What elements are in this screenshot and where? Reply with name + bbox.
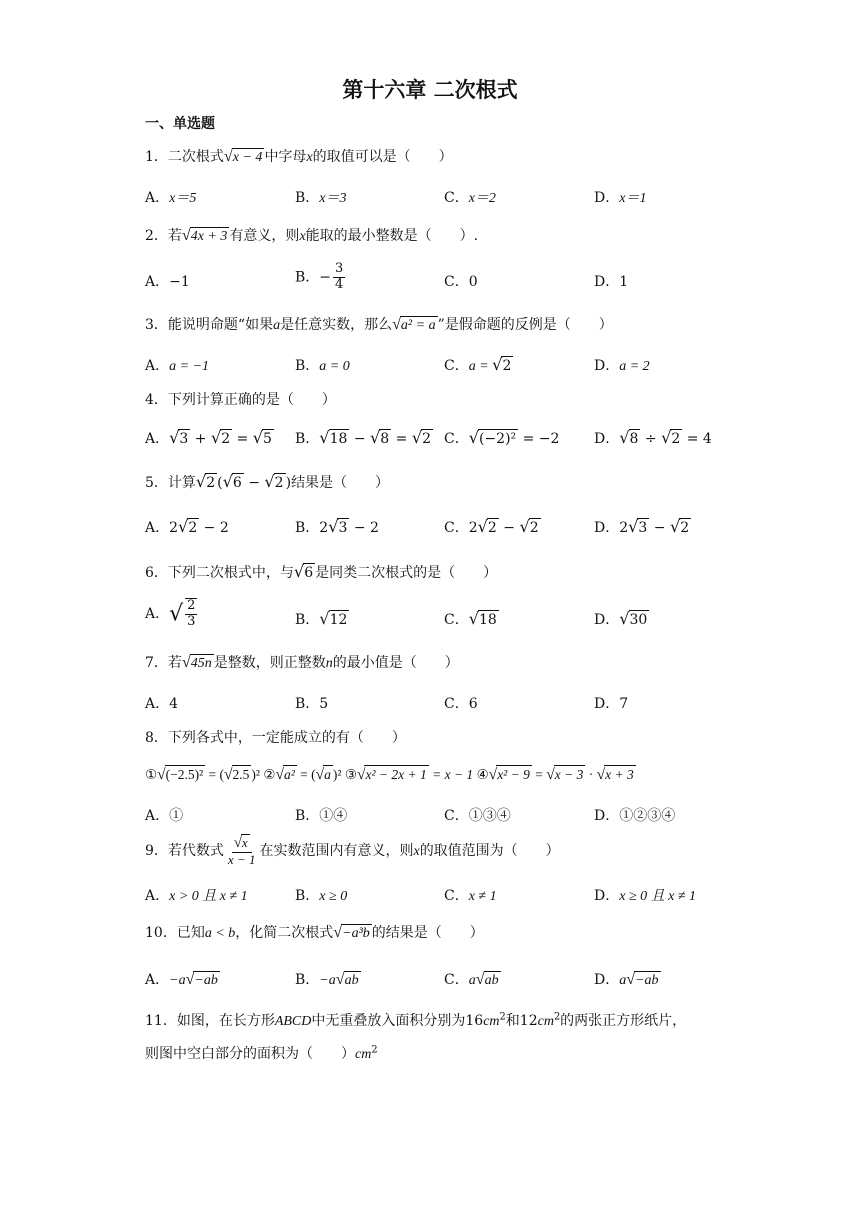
question-1: 1．二次根式√x − 4 中字母x的取值可以是（ ） <box>145 148 453 165</box>
q7-option-b[interactable]: B．5 <box>295 696 329 712</box>
q5-option-d[interactable]: D．2√3 − √2 <box>594 517 690 536</box>
q4-option-d[interactable]: D．√8 ÷ √2 = 4 <box>594 428 712 447</box>
q8-option-d[interactable]: D．①②③④ <box>594 808 676 824</box>
q7-option-d[interactable]: D．7 <box>594 696 629 712</box>
q3-option-c[interactable]: C．a = √2 <box>444 355 512 374</box>
q2-option-d[interactable]: D．1 <box>594 274 629 290</box>
question-6: 6．下列二次根式中，与√6 是同类二次根式的是（ ） <box>145 562 498 581</box>
question-11-line-2: 则图中空白部分的面积为（ ）$cm^2$ <box>145 1044 378 1062</box>
question-9: 9．若代数式 $\frac{√x}{x - 1}$ 在实数范围内有意义，则x的取值范围为（ ） <box>145 835 560 868</box>
q5-option-b[interactable]: B．2√3 − 2 <box>295 517 379 536</box>
q5-option-a[interactable]: A．2√2 − 2 <box>145 517 229 536</box>
question-11: 11．如图，在长方形ABCD中无重叠放入面积分别为$16cm^2$和$12cm^2$的两张正方形纸片， <box>145 1011 687 1029</box>
q10-option-c[interactable]: C．a√ab <box>444 971 499 988</box>
q6-option-a[interactable]: A．√ $\frac{2}{3}$ <box>145 598 196 629</box>
q9-option-a[interactable]: A．x > 0 且 x ≠ 1 <box>145 888 248 904</box>
q5-option-c[interactable]: C．2√2 − √2 <box>444 517 539 536</box>
q1-option-b[interactable]: B．x＝3 <box>295 190 347 206</box>
question-10: 10．已知a < b，化简二次根式√−a³b 的结果是（ ） <box>145 924 484 941</box>
q4-option-a[interactable]: A．√3 + √2 = √5 <box>145 428 272 447</box>
q4-option-c[interactable]: C．√(−2)² = −2 <box>444 428 560 447</box>
q3-option-b[interactable]: B．a = 0 <box>295 358 350 374</box>
q2-option-a[interactable]: A．−1 <box>145 274 190 290</box>
q1-option-a[interactable]: A．x＝5 <box>145 190 197 206</box>
q7-option-a[interactable]: A．4 <box>145 696 179 712</box>
q2-option-b[interactable]: B．− $\frac{3}{4}$ <box>295 261 344 292</box>
q8-formulas: ①√(−2.5)² = (√2.5 )² ②√a² = (√a )² ③√x² − 2x + 1 = x − 1 ④√x² − 9 = √x − 3 · √x + 3 <box>145 766 634 783</box>
q3-option-a[interactable]: A．a = −1 <box>145 358 210 374</box>
question-3: 3．能说明命题“如果a是任意实数，那么√a² = a ”是假命题的反例是（ ） <box>145 316 613 333</box>
q8-option-b[interactable]: B．①④ <box>295 808 348 824</box>
q10-option-d[interactable]: D．a√−ab <box>594 971 659 988</box>
q9-option-d[interactable]: D．x ≥ 0 且 x ≠ 1 <box>594 888 697 904</box>
q9-option-c[interactable]: C．x ≠ 1 <box>444 888 497 904</box>
q8-option-a[interactable]: A．① <box>145 808 184 824</box>
q1-option-c[interactable]: C．x＝2 <box>444 190 496 206</box>
question-7: 7．若√45n 是整数，则正整数n的最小值是（ ） <box>145 654 459 671</box>
q8-option-c[interactable]: C．①③④ <box>444 808 511 824</box>
q1-option-d[interactable]: D．x＝1 <box>594 190 647 206</box>
q3-option-d[interactable]: D．a = 2 <box>594 358 650 374</box>
q6-option-b[interactable]: B．√12 <box>295 609 348 628</box>
q9-option-b[interactable]: B．x ≥ 0 <box>295 888 348 904</box>
q10-option-b[interactable]: B．−a√ab <box>295 971 359 988</box>
q6-option-d[interactable]: D．√30 <box>594 609 648 628</box>
question-8: 8．下列各式中，一定能成立的有（ ） <box>145 730 406 746</box>
q6-option-c[interactable]: C．√18 <box>444 609 497 628</box>
question-4: 4．下列计算正确的是（ ） <box>145 392 336 408</box>
page-title: 第十六章 二次根式 <box>342 78 518 102</box>
q7-option-c[interactable]: C．6 <box>444 696 478 712</box>
question-2: 2．若√4x + 3 有意义，则x能取的最小整数是（ ）. <box>145 227 479 244</box>
q10-option-a[interactable]: A．−a√−ab <box>145 971 218 988</box>
q2-option-c[interactable]: C．0 <box>444 274 478 290</box>
section-heading: 一、单选题 <box>145 116 215 132</box>
question-5: 5．计算√2 (√6 − √2 )结果是（ ） <box>145 472 390 491</box>
q4-option-b[interactable]: B．√18 − √8 = √2 <box>295 428 432 447</box>
radical: √x − 4 <box>223 148 263 165</box>
